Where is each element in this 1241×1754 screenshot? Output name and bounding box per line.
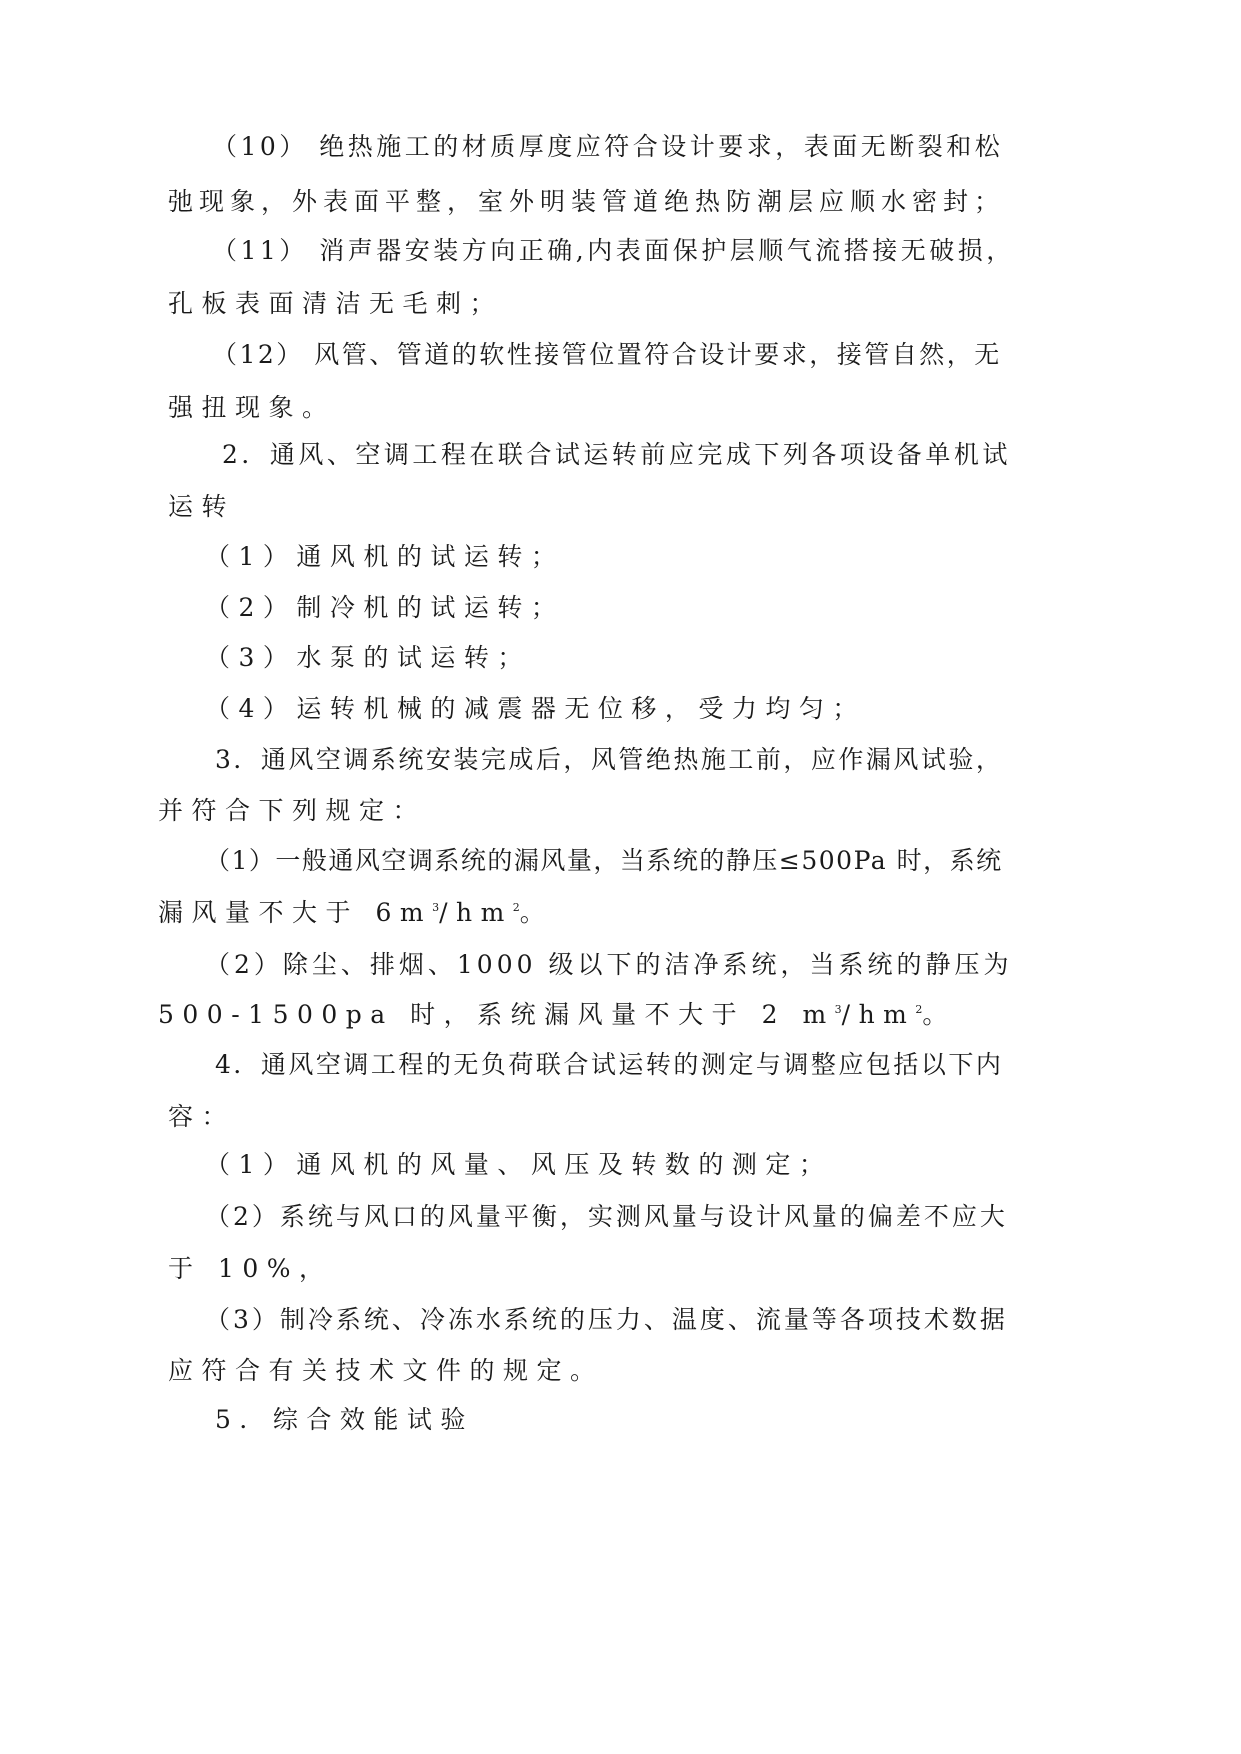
leak-text: 漏风量不大于 6m bbox=[158, 898, 433, 927]
superscript: 3 bbox=[834, 1003, 842, 1016]
superscript: 2 bbox=[915, 1003, 923, 1016]
section-2-line-1: 2．通风、空调工程在联合试运转前应完成下列各项设备单机试 bbox=[222, 440, 1011, 469]
leak-unit: /hm bbox=[439, 898, 513, 927]
section-3-item-2-line-1: （2）除尘、排烟、1000 级以下的洁净系统，当系统的静压为 bbox=[205, 950, 1013, 979]
section-2-item-4: （4）运转机械的减震器无位移，受力均匀； bbox=[205, 694, 866, 723]
section-3-line-1: 3．通风空调系统安装完成后，风管绝热施工前，应作漏风试验， bbox=[215, 745, 1004, 774]
section-3-item-1-line-2 bbox=[158, 898, 553, 928]
section-3-line-2: 并符合下列规定： bbox=[158, 796, 427, 825]
section-4-item-2-line-1: （2）系统与风口的风量平衡，实测风量与设计风量的偏差不应大 bbox=[205, 1202, 1008, 1231]
item-11-line-1: （11） 消声器安装方向正确,内表面保护层顺气流搭接无破损， bbox=[212, 236, 1015, 265]
section-4-item-3-line-2: 应符合有关技术文件的规定。 bbox=[168, 1356, 604, 1385]
section-2-item-2: （2）制冷机的试运转； bbox=[205, 593, 565, 622]
section-4-line-1: 4．通风空调工程的无负荷联合试运转的测定与调整应包括以下内 bbox=[215, 1050, 1004, 1079]
leak-unit: /hm bbox=[841, 1000, 916, 1029]
leak-end: 。 bbox=[519, 898, 554, 927]
leak-end: 。 bbox=[922, 1000, 956, 1029]
item-12-line-2: 强扭现象。 bbox=[168, 393, 336, 422]
section-4-line-2: 容： bbox=[168, 1102, 236, 1131]
item-10-line-2: 弛现象，外表面平整，室外明装管道绝热防潮层应顺水密封； bbox=[168, 187, 1006, 216]
section-2-item-1: （1）通风机的试运转； bbox=[205, 542, 565, 571]
item-10-line-1: （10） 绝热施工的材质厚度应符合设计要求，表面无断裂和松 bbox=[212, 132, 1004, 161]
item-11-line-2: 孔板表面清洁无毛刺； bbox=[168, 289, 504, 318]
superscript: 3 bbox=[432, 901, 440, 914]
item-12-line-1: （12） 风管、管道的软性接管位置符合设计要求，接管自然，无 bbox=[212, 340, 1002, 369]
superscript: 2 bbox=[512, 901, 520, 914]
section-4-item-2-line-2: 于 10%， bbox=[168, 1254, 333, 1283]
section-5-heading: 5．综合效能试验 bbox=[215, 1405, 474, 1434]
section-3-item-2-line-2 bbox=[158, 1000, 956, 1030]
section-3-item-1-line-1: （1）一般通风空调系统的漏风量，当系统的静压≤500Pa 时，系统 bbox=[205, 846, 1003, 875]
section-2-line-2: 运转 bbox=[168, 492, 236, 521]
leak-text: 500-1500pa 时，系统漏风量不大于 2 m bbox=[158, 1000, 835, 1029]
section-4-item-3-line-1: （3）制冷系统、冷冻水系统的压力、温度、流量等各项技术数据 bbox=[205, 1305, 1008, 1334]
section-2-item-3: （3）水泵的试运转； bbox=[205, 643, 531, 672]
section-4-item-1: （1）通风机的风量、风压及转数的测定； bbox=[205, 1150, 833, 1179]
